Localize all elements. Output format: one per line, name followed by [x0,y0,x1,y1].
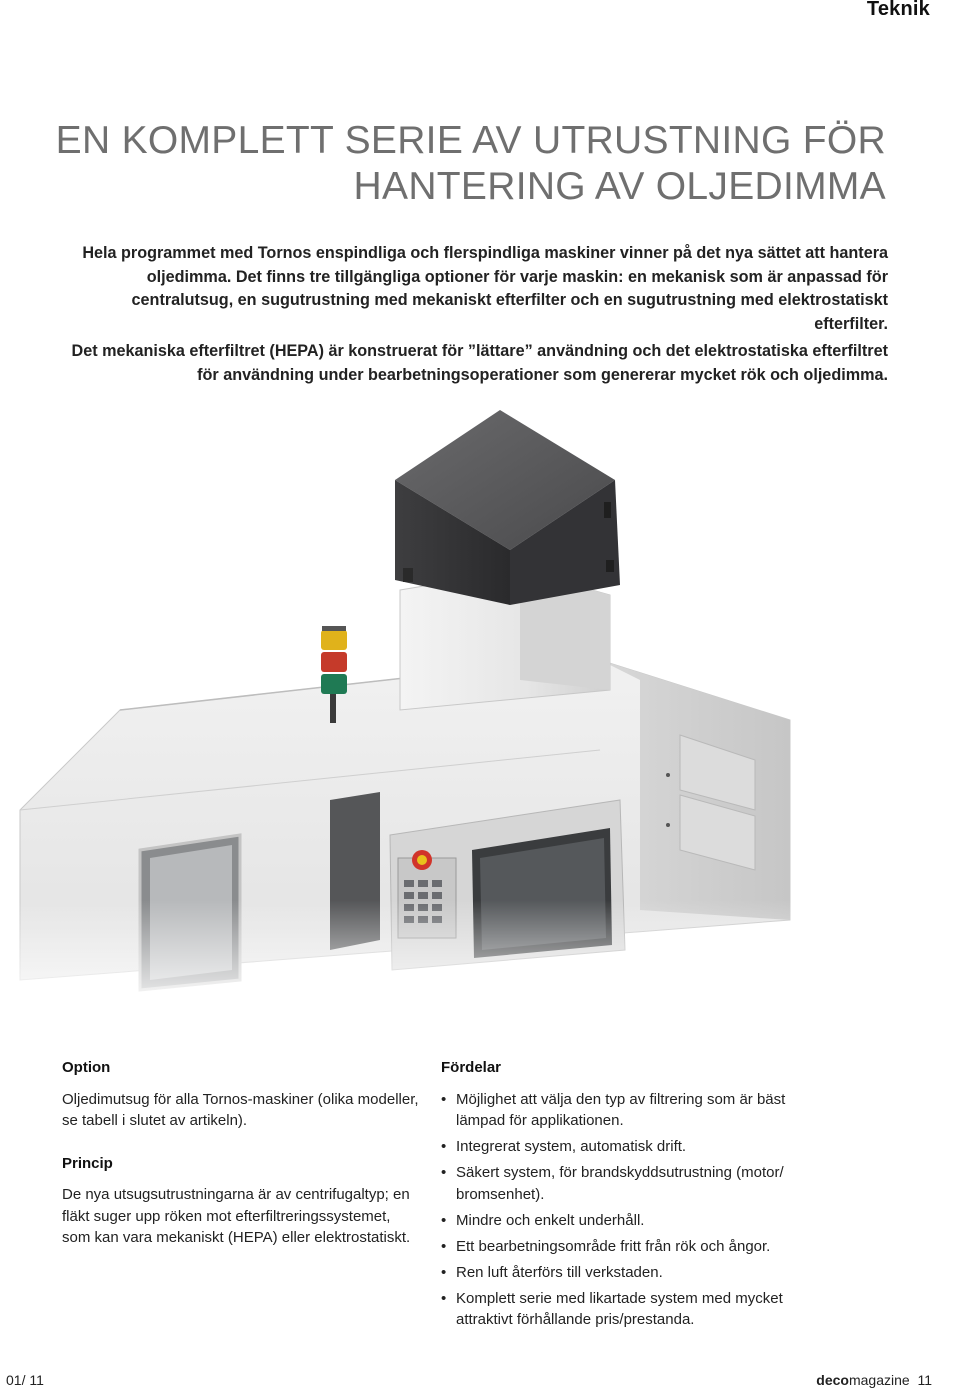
list-item: • Ren luft återförs till verkstaden. [441,1262,821,1284]
princip-heading: Princip [62,1154,113,1172]
option-heading: Option [62,1059,111,1076]
list-item: • Möjlighet att välja den typ av filtrering som är bäst lämpad för applikationen. [441,1089,821,1132]
title-line-2: HANTERING AV OLJEDIMMA [353,165,886,208]
list-item: • Komplett serie med likartade system med mycket attraktivt förhållande pris/prestanda. [441,1288,821,1331]
brand-bold: deco [816,1372,849,1388]
intro-paragraph-1: Hela programmet med Tornos enspindliga och flerspindliga maskiner vinner på det nya sättet att hantera oljedimma. Det finns tre tillgängliga optioner för varje maskin: en mekanisk som är anpassad för centralutsug, en sugutrustning med mekaniskt efterfilter och en sugutrustning med elektrostatiskt efterfilter. [82,244,888,333]
list-item: • Ett bearbetningsområde fritt från rök och ångor. [441,1236,821,1258]
list-item: • Mindre och enkelt underhåll. [441,1210,821,1232]
fordelar-heading: Fördelar [441,1059,502,1076]
option-text: Oljedimutsug för alla Tornos-maskiner (olika modeller, se tabell i slutet av artikeln). [62,1090,419,1129]
fordelar-list [441,1089,821,1331]
princip-text: De nya utsugsutrustningarna är av centrifugaltyp; en fläkt suger upp röken mot efterfiltreringssystemet, som kan vara mekaniskt (HEPA) eller elektrostatiskt. [62,1186,411,1246]
list-item: • Integrerat system, automatisk drift. [441,1136,821,1158]
section-tag: Teknik [866,0,930,20]
issue-number: 01/ 11 [6,1372,44,1388]
brand-rest: magazine [848,1372,910,1388]
page-title [56,118,886,210]
machine-photo [0,380,960,1020]
left-column [62,1057,422,1270]
intro-paragraph-2: Det mekaniska efterfiltret (HEPA) är konstruerat för ”lättare” användning och det elektrostatiska efterfiltret för användning under bearbetningsoperationer som genererar mycket rök och oljedimma. [71,342,888,384]
intro [70,242,888,391]
page-number: 11 [917,1372,932,1388]
footer-brand [816,1372,932,1388]
right-column [441,1057,821,1335]
list-item: • Säkert system, för brandskyddsutrustning (motor/ bromsenhet). [441,1162,821,1205]
title-line-1: EN KOMPLETT SERIE AV UTRUSTNING FÖR [55,119,886,162]
